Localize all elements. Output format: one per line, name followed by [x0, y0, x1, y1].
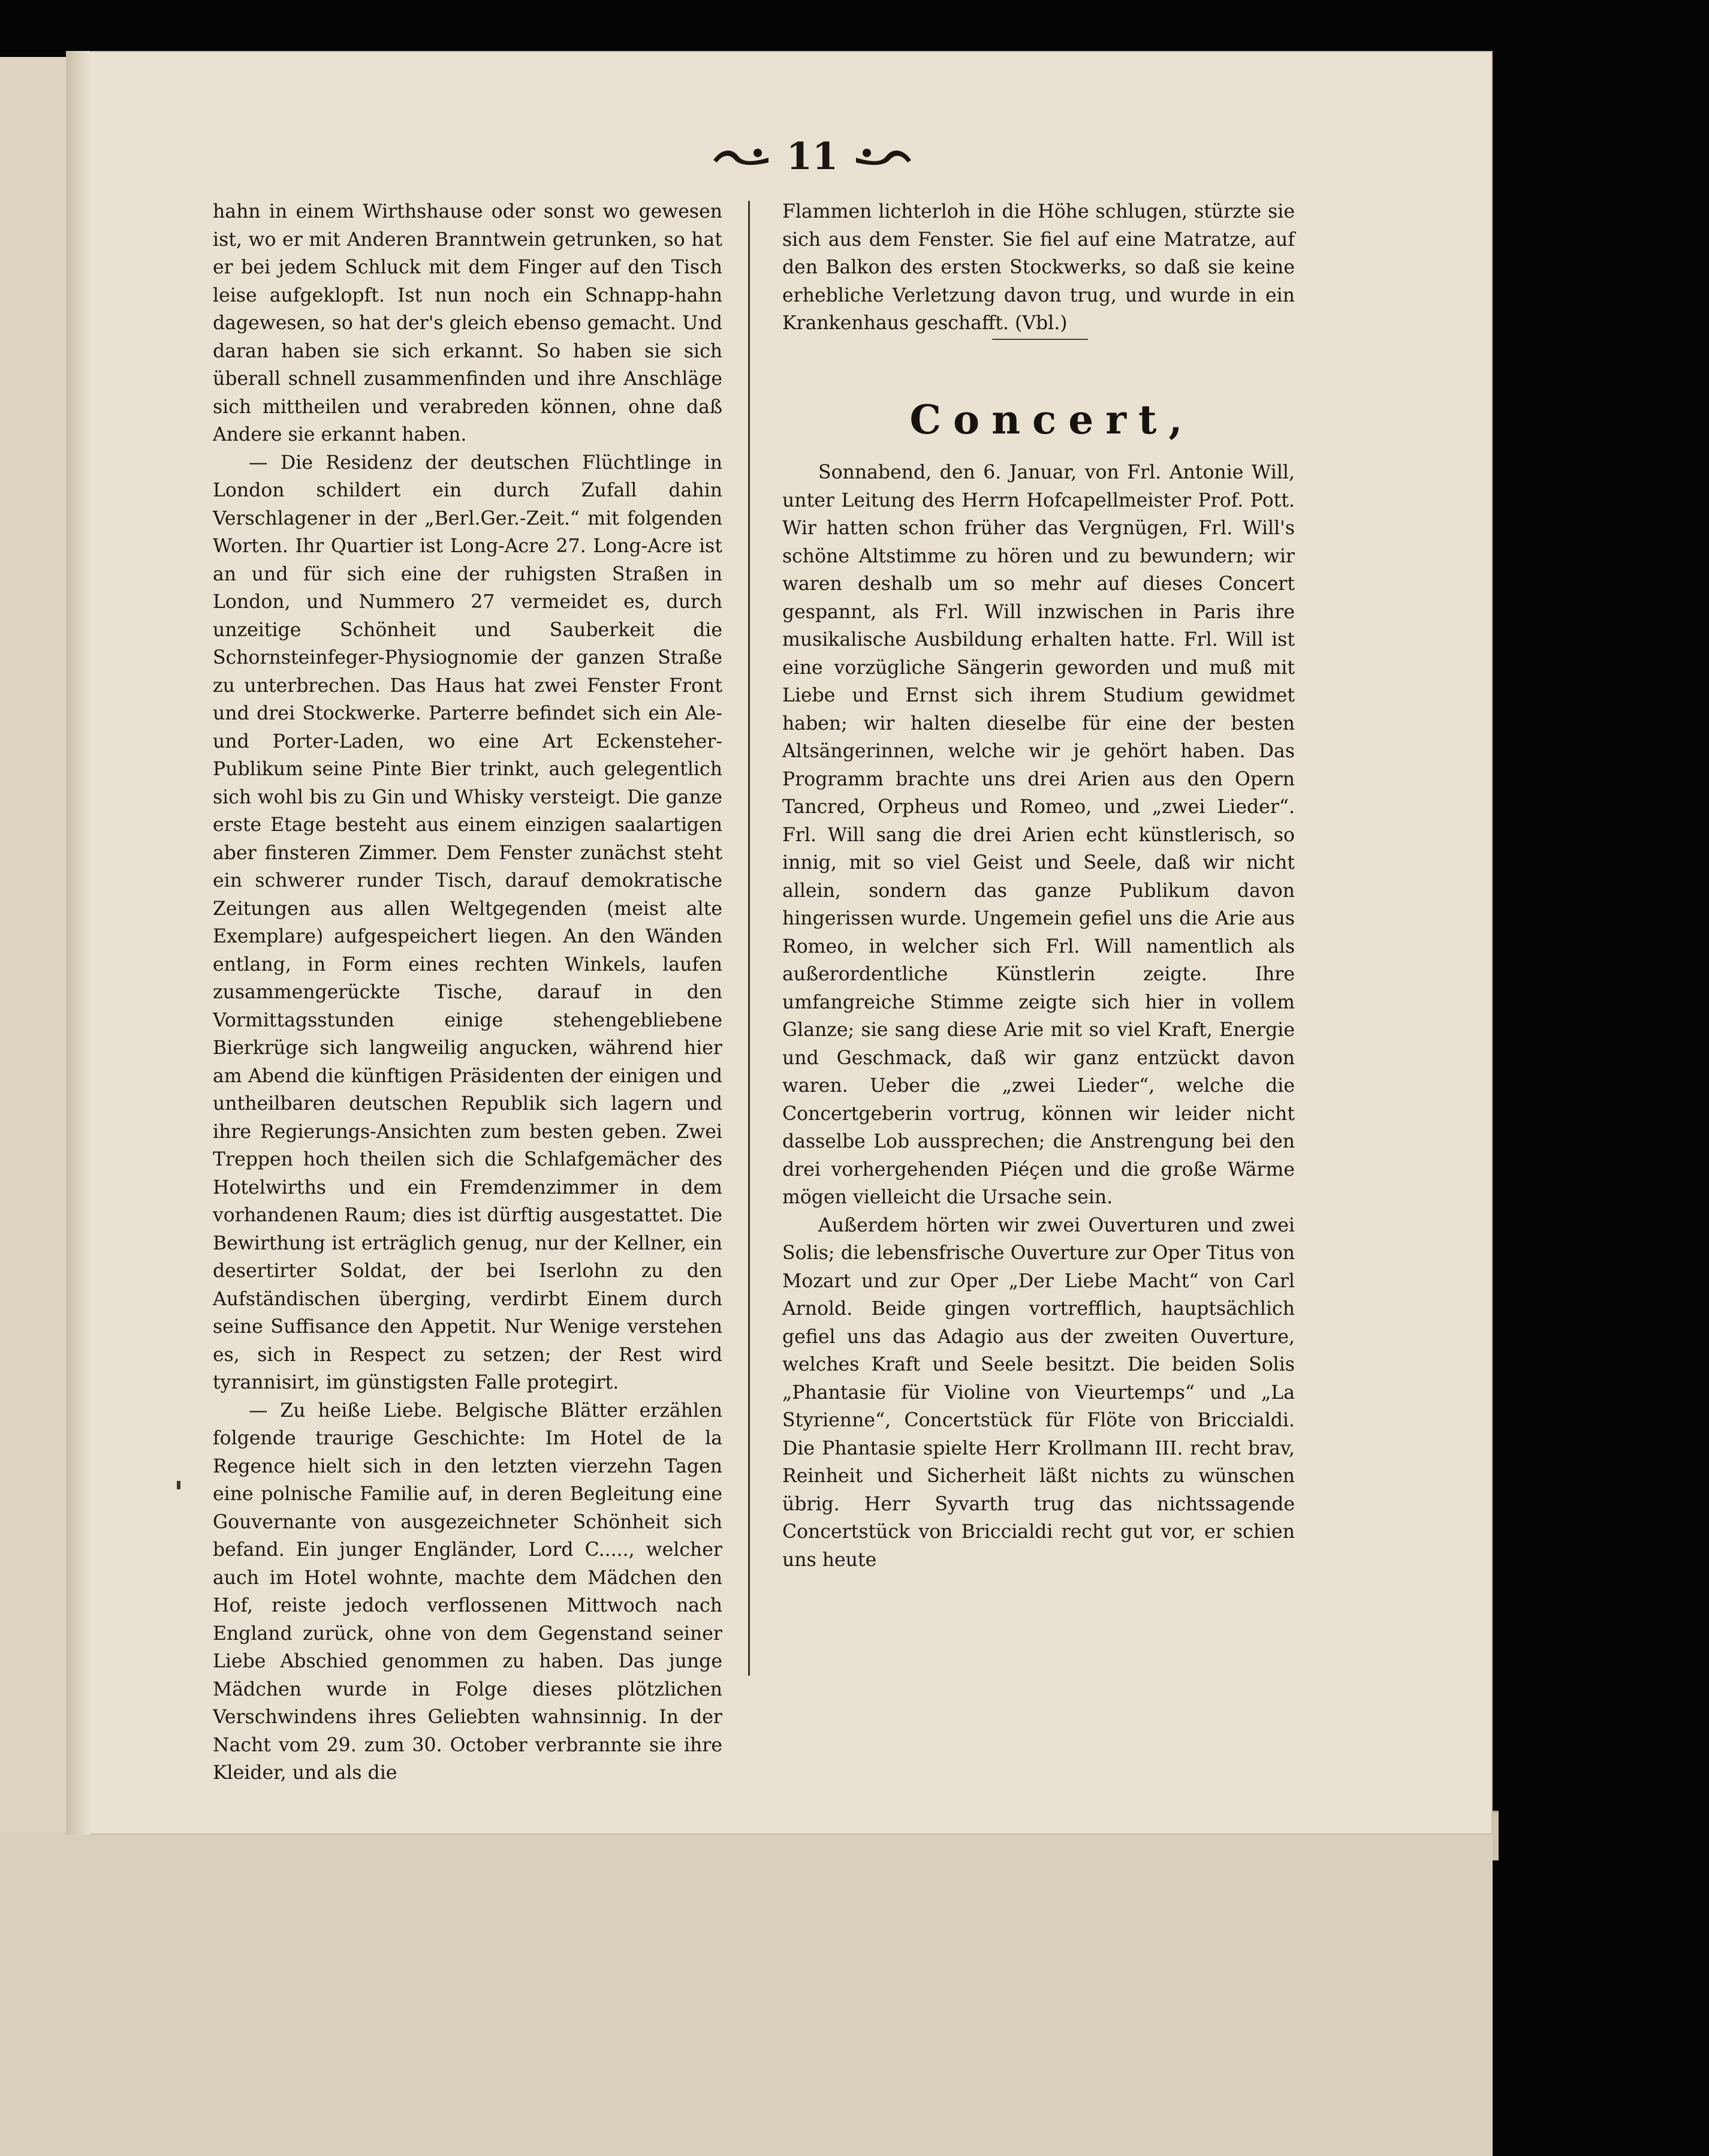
left-column — [213, 198, 722, 1787]
column-divider — [748, 201, 750, 1676]
article-zu-heisse-liebe: — Zu heiße Liebe. Belgische Blätter erzählen folgende traurige Geschichte: Im Hotel de la Regence hielt sich in den letzten vierzehn Tagen eine polnische Familie auf, in deren Begleitung eine Gouvernante von ausgezeichneter Schönheit sich befand. Ein junger Engländer, Lord C....., welcher auch im Hotel wohnte, machte dem Mädchen den Hof, reiste jedoch verflossenen Mittwoch nach England zurück, ohne von dem Gegenstand seiner Liebe Abschied genommen zu haben. Das junge Mädchen wurde in Folge dieses plötzlichen Verschwindens ihres Geliebten wahnsinnig. In der Nacht vom 29. zum 30. October verbrannte sie ihre Kleider, und als die — [213, 1399, 722, 1784]
concert-review-paragraph: Sonnabend, den 6. Januar, von Frl. Antonie Will, unter Leitung des Herrn Hofcapellmeister Prof. Pott. Wir hatten schon früher das Vergnügen, Frl. Will's schöne Altstimme zu hören und zu bewundern; wir waren deshalb um so mehr auf dieses Concert gespannt, als Frl. Will inzwischen in Paris ihre musikalische Ausbildung erhalten hatte. Frl. Will ist eine vorzügliche Sängerin geworden und muß mit Liebe und Ernst sich ihrem Studium gewidmet haben; wir halten dieselbe für eine der besten Altsängerinnen, welche wir je gehört haben. Das Programm brachte uns drei Arien aus den Opern Tancred, Orpheus und Romeo, und „zwei Lieder“. Frl. Will sang die drei Arien echt künstlerisch, so innig, mit so viel Geist und Seele, daß wir nicht allein, sondern das ganze Publikum davon hingerissen wurde. Ungemein gefiel uns die Arie aus Romeo, in welcher sich Frl. Will namentlich als außerordentliche Künstlerin zeigte. Ihre umfangreiche Stimme zeigte sich hier in vollem Glanze; sie sang diese Arie mit so viel Kraft, Energie und Geschmack, daß wir ganz entzückt davon waren. Ueber die „zwei Lieder“, welche die Concertgeberin vortrug, können wir leider nicht dasselbe Lob aussprechen; die Anstrengung bei den drei vorhergehenden Piéçen und die große Wärme mögen vielleicht die Ursache sein. — [782, 462, 1295, 1208]
article-wirthshaus-end: hahn in einem Wirthshause oder sonst wo gewesen ist, wo er mit Anderen Branntwein getrunken, so hat er bei jedem Schluck mit dem Finger auf den Tisch leise aufgeklopft. Ist nun noch ein Schnapp-hahn dagewesen, so hat der's gleich ebenso gemacht. Und daran haben sie sich erkannt. So haben sie sich überall schnell zusammenfinden und ihre Anschläge sich mittheilen und verabreden können, ohne daß Andere sie erkannt haben. — [213, 201, 722, 445]
concert-heading: Concert, — [909, 396, 1195, 443]
article-end-rule — [992, 339, 1088, 340]
ornament-left-icon — [711, 144, 771, 167]
left-page-leaf — [0, 57, 71, 1832]
page-number-header — [650, 129, 974, 183]
right-column-continuation — [782, 198, 1295, 338]
article-liebe-continuation: Flammen lichterloh in die Höhe schlugen, stürzte sie sich aus dem Fenster. Sie fiel auf eine Matratze, auf den Balkon des ersten Stockwerks, so daß sie keine erhebliche Verletzung davon trug, und wurde in ein Krankenhaus geschafft. (Vbl.) — [782, 201, 1295, 334]
ornament-right-icon — [854, 144, 914, 167]
page-number: 11 — [786, 134, 839, 178]
right-column-concert — [782, 459, 1295, 1574]
article-residenz-fluechtlinge: — Die Residenz der deutschen Flüchtlinge in London schildert ein durch Zufall dahin Verschlagener in der „Berl.Ger.-Zeit.“ mit folgenden Worten. Ihr Quartier ist Long-Acre 27. Long-Acre ist an und für sich eine der ruhigsten Straßen in London, und Nummero 27 vermeidet es, durch unzeitige Schönheit und Sauberkeit die Schornsteinfeger-Physiognomie der ganzen Straße zu unterbrechen. Das Haus hat zwei Fenster Front und drei Stockwerke. Parterre befindet sich ein Ale- und Porter-Laden, wo eine Art Eckensteher-Publikum seine Pinte Bier trinkt, auch gelegentlich sich wohl bis zu Gin und Whisky versteigt. Die ganze erste Etage besteht aus einem einzigen saalartigen aber finsteren Zimmer. Dem Fenster zunächst steht ein schwerer runder Tisch, darauf demokratische Zeitungen aus allen Weltgegenden (meist alte Exemplare) aufgespeichert liegen. An den Wänden entlang, in Form eines rechten Winkels, laufen zusammengerückte Tische, darauf in den Vormittagsstunden einige stehengebliebene Bierkrüge sich langweilig angucken, während hier am Abend die künftigen Präsidenten der einigen und untheilbaren deutschen Republik sich lagern und ihre Regierungs-Ansichten zum besten geben. Zwei Treppen hoch theilen sich die Schlafgemächer des Hotelwirths und ein Fremdenzimmer in dem vorhandenen Raum; dies ist dürftig ausgestattet. Die Bewirthung ist erträglich genug, nur der Kellner, ein desertirter Soldat, der bei Iserlohn zu den Aufständischen überging, verdirbt Einem durch seine Suffisance den Appetit. Nur Wenige verstehen es, sich in Respect zu setzen; der Rest wird tyrannisirt, im günstigsten Falle protegirt. — [213, 451, 722, 1393]
margin-mark — [177, 1481, 180, 1489]
underlying-page — [0, 1829, 1493, 2156]
concert-ouverturen-paragraph: Außerdem hörten wir zwei Ouverturen und zwei Solis; die lebensfrische Ouverture zur Oper Titus von Mozart und zur Oper „Der Liebe Macht“ von Carl Arnold. Beide gingen vortrefflich, hauptsächlich gefiel uns das Adagio aus der zweiten Ouverture, welches Kraft und Seele besitzt. Die beiden Solis „Phantasie für Violine von Vieurtemps“ und „La Styrienne“, Concertstück für Flöte von Briccialdi. Die Phantasie spielte Herr Krollmann III. recht brav, Reinheit und Sicherheit läßt nichts zu wünschen übrig. Herr Syvarth trug das nichtssagende Concertstück von Briccialdi recht gut vor, er schien uns heute — [782, 1214, 1295, 1571]
